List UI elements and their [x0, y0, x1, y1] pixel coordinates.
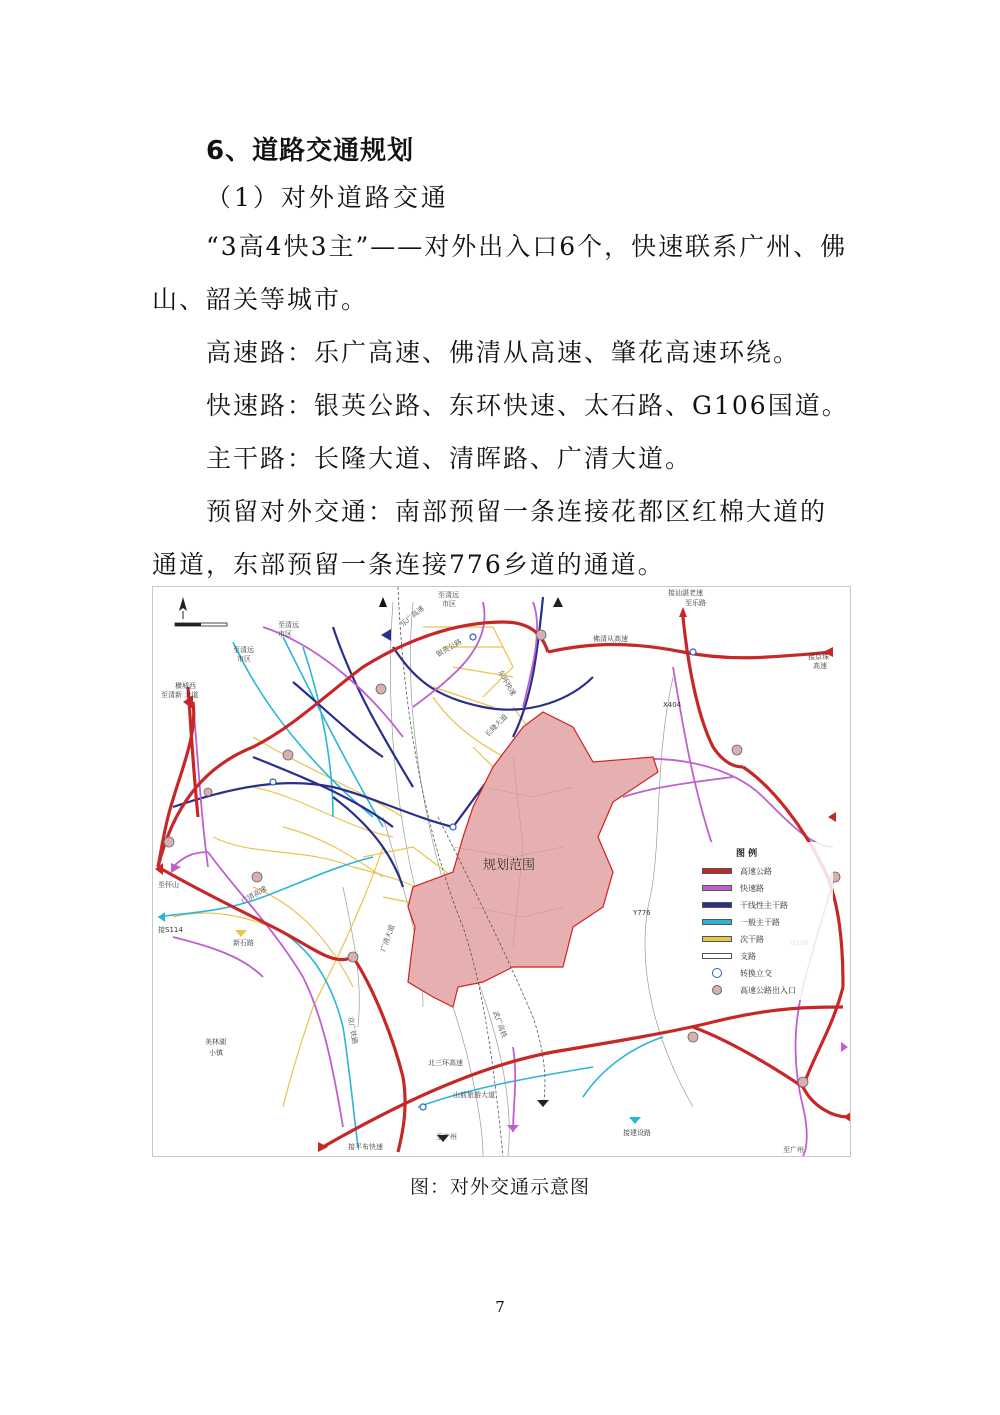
label-to-guangzhou-right: 至广州: [783, 1146, 804, 1154]
north-arrow-icon: [179, 597, 187, 619]
paragraph-main-roads: 主干路：长隆大道、清晖路、广清大道。: [206, 444, 693, 473]
label-to-qingxin: 至清新 大道: [161, 691, 199, 699]
label-meilinhu: 美林湖: [205, 1038, 226, 1046]
section-subheading: （1）对外道路交通: [206, 183, 449, 212]
label-city-area-top: 市区: [442, 600, 456, 608]
map-legend: [698, 842, 833, 1000]
label-x404: X404: [663, 701, 682, 709]
page-number: 7: [495, 1298, 505, 1316]
legend-item-label: 一般主干路: [740, 917, 780, 927]
legend-item-label: 高速公路出入口: [740, 985, 796, 995]
label-connect-jingjiu: 接京珠: [808, 653, 829, 661]
legend-item-branch-road: [702, 951, 756, 961]
label-jiejian: 接建设路: [623, 1129, 651, 1137]
label-foqingcong: 佛清从高速: [593, 635, 628, 643]
legend-item-general-road: [702, 917, 780, 927]
label-jingguang: 京广铁路: [346, 1015, 359, 1045]
label-connect-east: 接汕湛老速: [668, 589, 703, 597]
label-to-qingyuan-left2: 至清远: [233, 646, 254, 654]
legend-swatch: [702, 885, 732, 891]
label-yinying: 银英公路: [435, 637, 464, 659]
label-y776: Y776: [633, 909, 651, 917]
legend-item-exit: [702, 985, 796, 995]
planning-area-label: 规划范围: [483, 858, 536, 873]
label-shanqian: 山前旅游大道: [453, 1091, 495, 1099]
paragraph-reserved-traffic: 预留对外交通：南部预留一条连接花都区红棉大道的通道，东部预留一条连接776乡道的通道。: [152, 497, 828, 579]
label-guanle: 至乐路: [685, 599, 706, 607]
label-to-qingyuan-left: 至清远: [278, 621, 299, 629]
legend-item-fast-road: [702, 883, 764, 893]
label-donghuan: 东环快速: [496, 669, 518, 698]
legend-item-label: 次干路: [740, 934, 764, 944]
legend-item-label: 干线性主干路: [740, 900, 788, 910]
paragraph-overview: “3高4快3主”——对外出入口6个，快速联系广州、佛山、韶关等城市。: [152, 232, 848, 314]
section-heading: 6、道路交通规划: [206, 136, 415, 166]
interchange-icon: [712, 968, 722, 978]
legend-swatch: [702, 902, 732, 908]
legend-item-expressway: [702, 866, 772, 876]
scale-bar: [175, 623, 227, 626]
label-city-area-left: 市区: [278, 630, 292, 638]
paragraph-fast-roads: 快速路：银英公路、东环快速、太石路、G106国道。: [206, 391, 849, 420]
paragraph-expressways: 高速路：乐广高速、佛清从高速、肇花高速环绕。: [206, 338, 801, 367]
exit-icon: [712, 985, 722, 995]
label-changlong: 长隆大道: [483, 712, 510, 739]
legend-item-label: 快速路: [740, 883, 764, 893]
legend-title: 图 例: [736, 849, 758, 859]
legend-item-secondary-road: [702, 934, 764, 944]
legend-item-interchange: [702, 968, 772, 978]
label-to-qingyuan-top: 至清远: [438, 591, 459, 599]
label-xinshi: 新石路: [233, 939, 254, 947]
label-to-huaishan: 至怀山: [158, 881, 179, 889]
legend-swatch: [702, 936, 732, 942]
figure-caption: 图：对外交通示意图: [409, 1176, 590, 1198]
label-jieping: 接平布快速: [348, 1143, 383, 1151]
legend-item-label: 支路: [740, 951, 756, 961]
label-guangqing-gs: 广清高速: [240, 884, 269, 906]
traffic-map: [152, 586, 851, 1157]
label-gaosu-short: 高速: [813, 662, 827, 670]
legend-item-label: 转换立交: [740, 968, 772, 978]
legend-item-trunk-road: [702, 900, 788, 910]
label-to-guangzhou-bottom: 至广州: [436, 1133, 457, 1141]
label-leguang: 乐广高速: [399, 604, 426, 629]
label-city-area-left2: 市区: [237, 655, 251, 663]
legend-item-label: 高速公路: [740, 866, 772, 876]
label-town: 小镇: [209, 1049, 223, 1057]
label-wuguang: 武广高铁: [491, 1009, 509, 1039]
label-hengcheng: 横城西: [175, 682, 196, 690]
legend-swatch: [702, 953, 732, 959]
label-beisanhuan: 北三环高速: [428, 1059, 463, 1067]
legend-swatch: [702, 868, 732, 874]
legend-swatch: [702, 919, 732, 925]
label-connect-s114: 接S114: [158, 926, 183, 934]
label-guangqing-dadao: 广清大道: [379, 923, 397, 953]
